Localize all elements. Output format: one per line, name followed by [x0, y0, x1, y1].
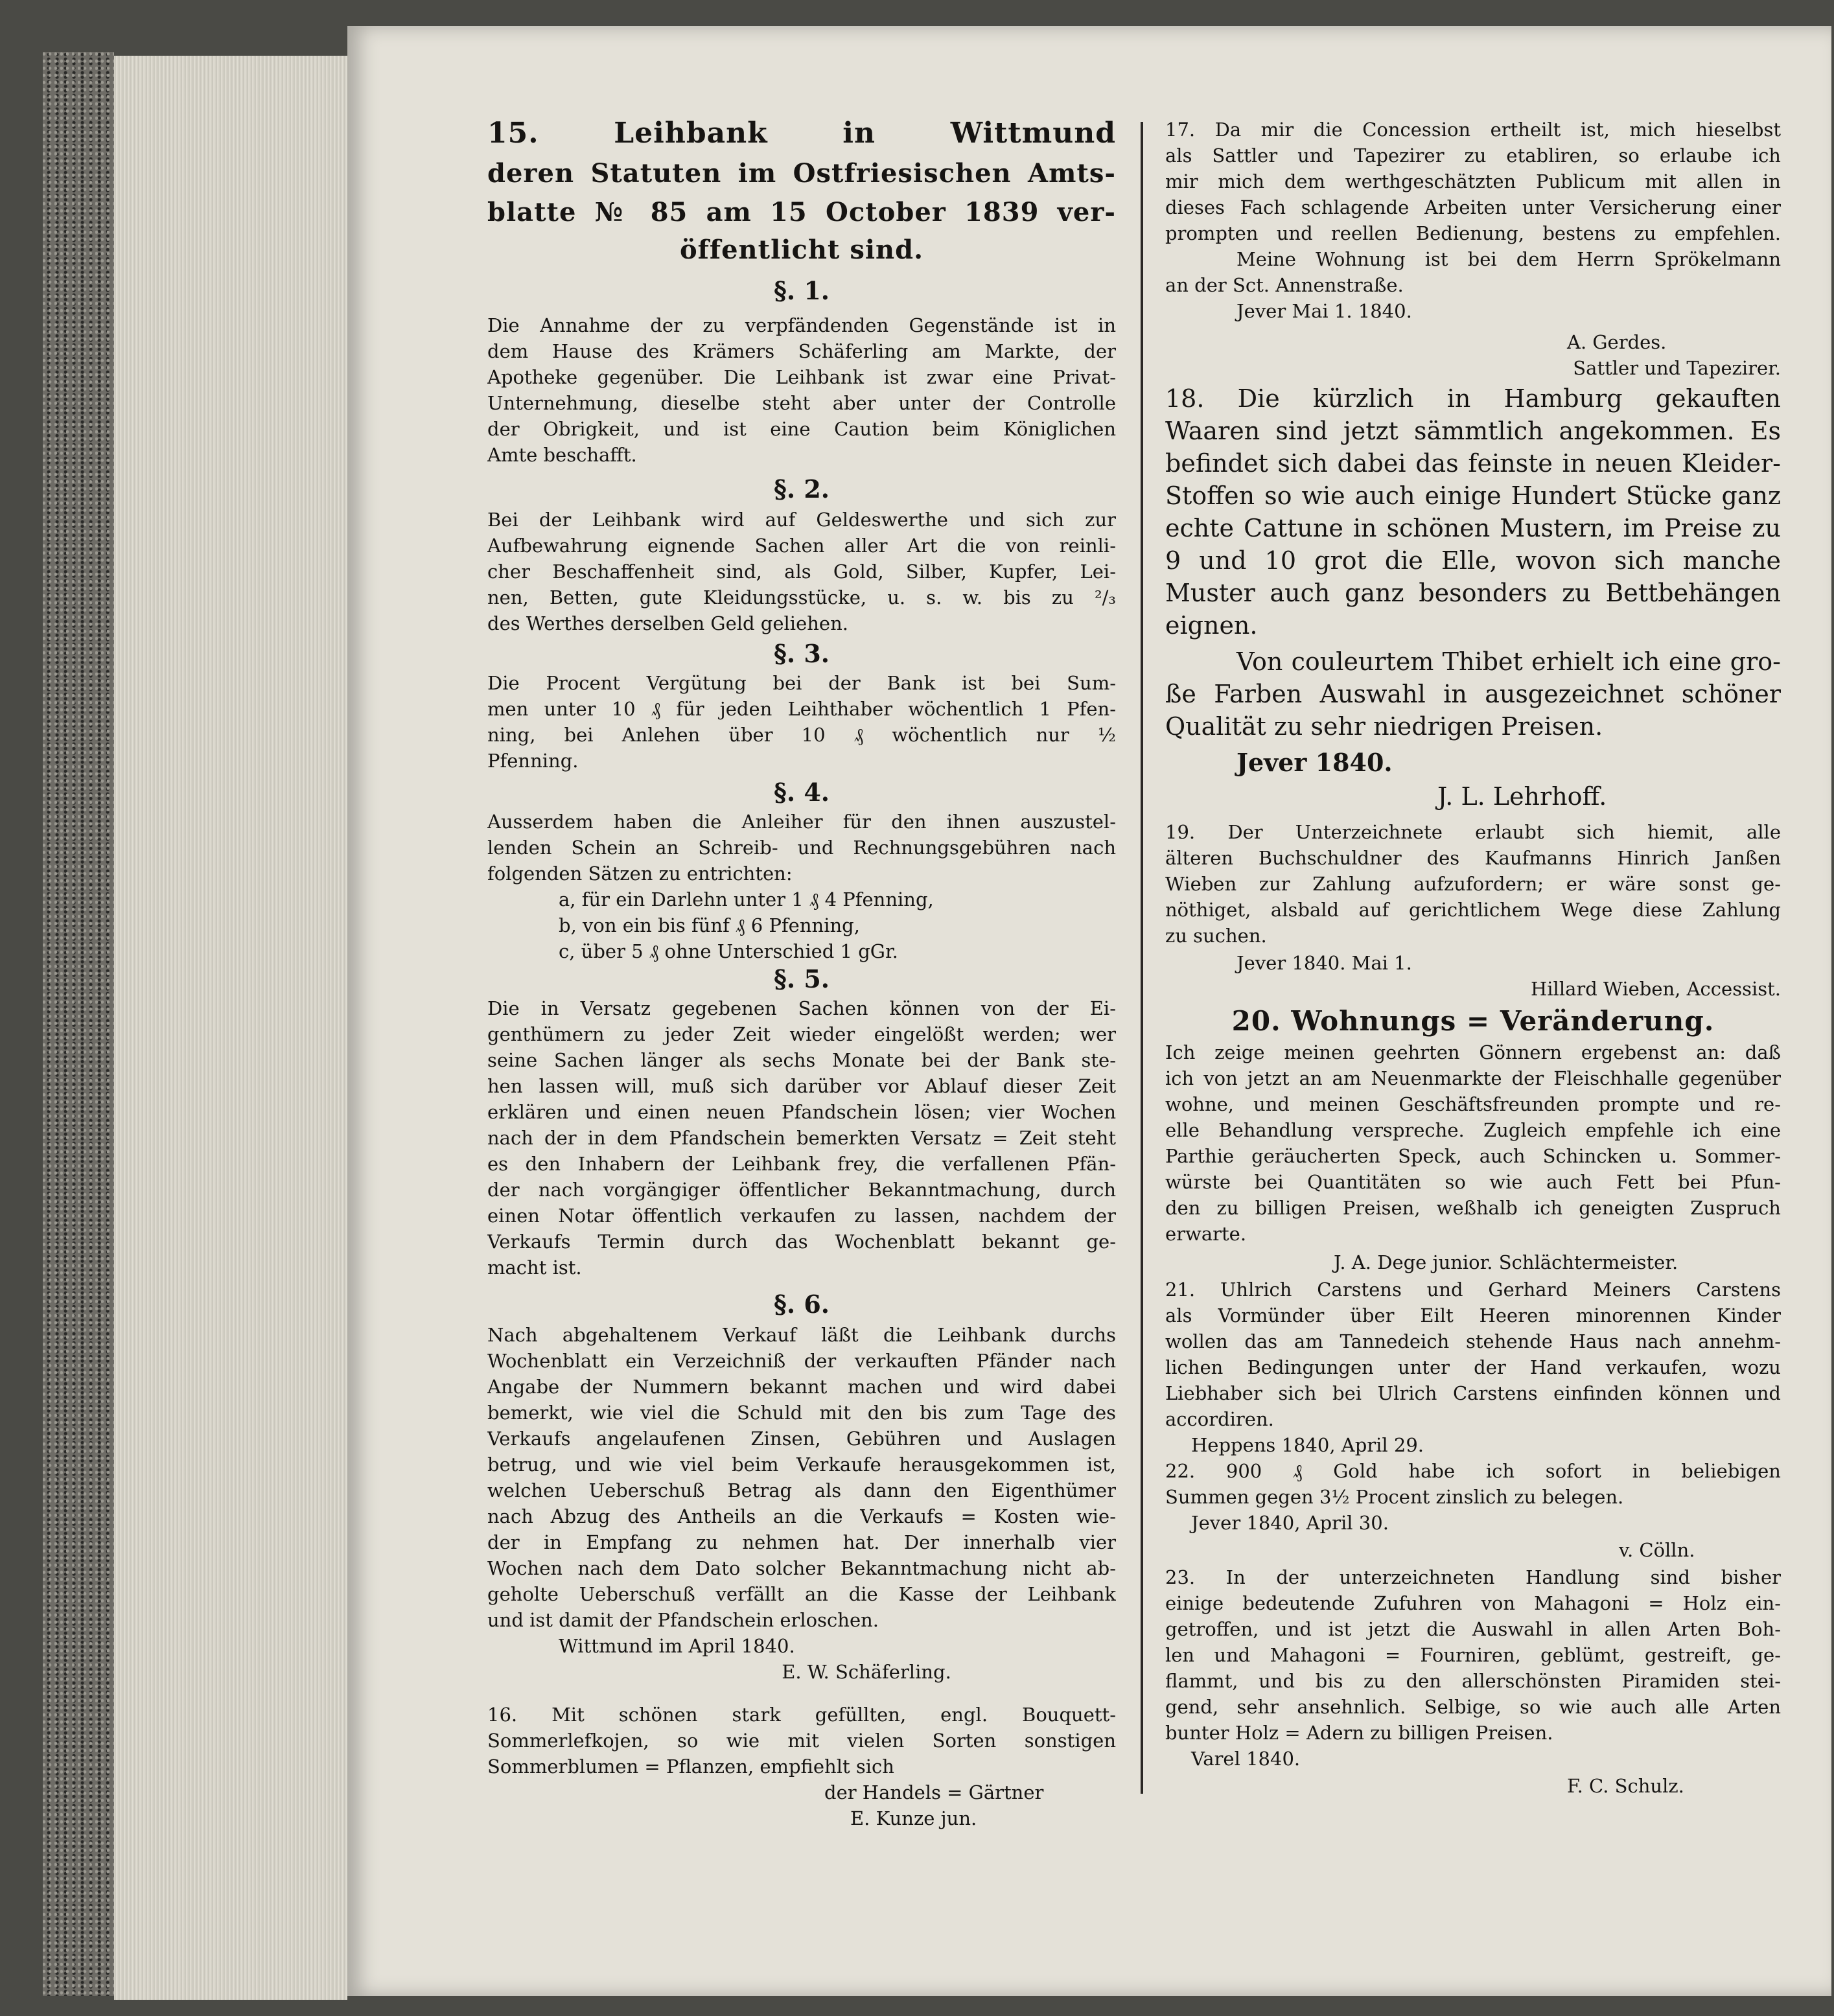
place-date: Heppens 1840, April 29.: [1191, 1434, 1424, 1456]
page-edges: [114, 56, 347, 2000]
text-line: ich von jetzt an am Neuenmarkte der Fleischhalle gegenüber: [1165, 1067, 1781, 1089]
text-line: Liebhaber sich bei Ulrich Carstens einfinden können und: [1165, 1382, 1781, 1404]
signature: F. C. Schulz.: [1567, 1775, 1684, 1797]
signature: J. L. Lehrhoff.: [1437, 782, 1607, 811]
text-line: Apotheke gegenüber. Die Leihbank ist zwar eine Privat-: [487, 366, 1116, 388]
text-line: bunter Holz = Adern zu billigen Preisen.: [1165, 1722, 1553, 1744]
marbled-cover-edge: [43, 52, 114, 1996]
place-date: Jever 1840. Mai 1.: [1236, 952, 1412, 974]
section-title: §. 3.: [773, 639, 830, 668]
text-line: Waaren sind jetzt sämmtlich angekommen. Es: [1165, 417, 1781, 445]
text-line: welchen Ueberschuß Betrag als dann den Eigenthümer: [487, 1479, 1116, 1501]
text-line: geholte Ueberschuß verfällt an die Kasse der Leihbank: [487, 1583, 1116, 1605]
text-line: gend, sehr ansehnlich. Selbige, so wie auch alle Arten: [1165, 1696, 1781, 1718]
text-line: Unternehmung, dieselbe steht aber unter der Controlle: [487, 392, 1116, 414]
text-line: einen Notar öffentlich verkaufen zu lassen, nachdem der: [487, 1205, 1116, 1227]
text-line: 19. Der Unterzeichnete erlaubt sich hiemit, alle: [1165, 821, 1781, 843]
text-line: men unter 10 ₰ für jeden Leihthaber wöchentlich 1 Pfen-: [487, 698, 1116, 720]
section-title: §. 2.: [773, 474, 830, 504]
list-item: c, über 5 ₰ ohne Unterschied 1 gGr.: [559, 940, 898, 962]
text-line: prompten und reellen Bedienung, bestens zu empfehlen.: [1165, 222, 1781, 244]
text-line: der nach vorgängiger öffentlicher Bekanntmachung, durch: [487, 1179, 1116, 1201]
text-line: würste bei Quantitäten so wie auch Fett bei Pfun-: [1165, 1171, 1781, 1193]
text-line: elle Behandlung verspreche. Zugleich empfehle ich eine: [1165, 1119, 1781, 1141]
text-line: Parthie geräucherten Speck, auch Schincken u. Sommer-: [1165, 1145, 1781, 1167]
text-line: Amte beschafft.: [487, 444, 637, 466]
text-line: nach der in dem Pfandschein bemerkten Versatz = Zeit steht: [487, 1127, 1116, 1149]
text-line: Von couleurtem Thibet erhielt ich eine gro-: [1236, 647, 1781, 676]
text-line: der Obrigkeit, und ist eine Caution beim Königlichen: [487, 418, 1116, 440]
text-line: einige bedeutende Zufuhren von Mahagoni = Holz ein-: [1165, 1592, 1781, 1614]
text-line: flammt, und bis zu den allerschönsten Piramiden stei-: [1165, 1670, 1781, 1692]
place-date: Jever 1840.: [1236, 748, 1393, 777]
text-line: ning, bei Anlehen über 10 ₰ wöchentlich nur ½: [487, 724, 1116, 746]
section-title: §. 4.: [773, 778, 830, 807]
signature: E. W. Schäferling.: [782, 1661, 951, 1683]
text-line: bemerkt, wie viel die Schuld mit den bis zum Tage des: [487, 1402, 1116, 1424]
text-line: es den Inhabern der Leihbank frey, die verfallenen Pfän-: [487, 1153, 1116, 1175]
notice-15-heading: 15. Leihbank in Wittmund: [487, 117, 1116, 150]
text-line: erwarte.: [1165, 1223, 1247, 1245]
text-line: Sommerblumen = Pflanzen, empfiehlt sich: [487, 1755, 894, 1778]
text-line: nen, Betten, gute Kleidungsstücke, u. s. w. bis zu ²/₃: [487, 586, 1116, 608]
place-date: Jever Mai 1. 1840.: [1236, 300, 1412, 322]
text-line: seine Sachen länger als sechs Monate bei der Bank ste-: [487, 1049, 1116, 1071]
text-line: Die Annahme der zu verpfändenden Gegenstände ist in: [487, 314, 1116, 336]
text-line: zu suchen.: [1165, 925, 1267, 947]
text-line: 21. Uhlrich Carstens und Gerhard Meiners Carstens: [1165, 1279, 1781, 1301]
text-line: wollen das am Tannedeich stehende Haus nach annehm-: [1165, 1330, 1781, 1352]
signature: Hillard Wieben, Accessist.: [1530, 978, 1781, 1000]
text-line: Meine Wohnung ist bei dem Herrn Sprökelmann: [1236, 248, 1781, 270]
text-line: Verkaufs angelaufenen Zinsen, Gebühren und Auslagen: [487, 1428, 1116, 1450]
text-line: 16. Mit schönen stark gefüllten, engl. Bouquett-: [487, 1704, 1116, 1726]
notice-15-heading: öffentlicht sind.: [679, 235, 924, 265]
text-line: 17. Da mir die Concession ertheilt ist, mich hieselbst: [1165, 119, 1781, 141]
text-line: getroffen, und ist jetzt die Auswahl in allen Arten Boh-: [1165, 1618, 1781, 1640]
text-line: als Sattler und Tapezirer zu etabliren, so erlaube ich: [1165, 145, 1781, 167]
text-line: nach Abzug des Antheils an die Verkaufs = Kosten wie-: [487, 1505, 1116, 1527]
text-line: genthümern zu jeder Zeit wieder eingelößt werden; wer: [487, 1023, 1116, 1045]
text-line: Sommerlefkojen, so wie mit vielen Sorten sonstigen: [487, 1730, 1116, 1752]
text-line: dieses Fach schlagende Arbeiten unter Versicherung einer: [1165, 196, 1781, 218]
signature: E. Kunze jun.: [850, 1807, 977, 1829]
text-line: Qualität zu sehr niedrigen Preisen.: [1165, 712, 1603, 741]
text-line: echte Cattune in schönen Mustern, im Preise zu: [1165, 514, 1781, 542]
text-line: ße Farben Auswahl in ausgezeichnet schöner: [1165, 680, 1781, 708]
text-line: Die in Versatz gegebenen Sachen können von der Ei-: [487, 997, 1116, 1019]
text-line: Wochenblatt ein Verzeichniß der verkauften Pfänder nach: [487, 1350, 1116, 1372]
notice-15-heading: blatte № 85 am 15 October 1839 ver-: [487, 197, 1116, 227]
text-line: Angabe der Nummern bekannt machen und wird dabei: [487, 1376, 1116, 1398]
signature: J. A. Dege junior. Schlächtermeister.: [1334, 1251, 1678, 1273]
text-line: lichen Bedingungen unter der Hand verkaufen, wozu: [1165, 1356, 1781, 1378]
signature: v. Cölln.: [1619, 1539, 1695, 1561]
text-line: wohne, und meinen Geschäftsfreunden prompte und re-: [1165, 1093, 1781, 1115]
text-line: Stoffen so wie auch einige Hundert Stücke ganz: [1165, 481, 1781, 510]
text-line: Pfenning.: [487, 750, 579, 772]
text-line: Die Procent Vergütung bei der Bank ist bei Sum-: [487, 672, 1116, 694]
text-line: Verkaufs Termin durch das Wochenblatt bekannt ge-: [487, 1231, 1116, 1253]
text-line: älteren Buchschuldner des Kaufmanns Hinrich Janßen: [1165, 847, 1781, 869]
text-line: als Vormünder über Eilt Heeren minorennen Kinder: [1165, 1304, 1781, 1327]
text-line: Wieben zur Zahlung aufzufordern; er wäre sonst ge-: [1165, 873, 1781, 895]
text-line: macht ist.: [487, 1257, 582, 1279]
text-line: cher Beschaffenheit sind, als Gold, Silber, Kupfer, Lei-: [487, 561, 1116, 583]
text-line: lenden Schein an Schreib- und Rechnungsgebühren nach: [487, 837, 1116, 859]
text-line: eignen.: [1165, 611, 1258, 640]
text-line: des Werthes derselben Geld geliehen.: [487, 612, 848, 634]
text-line: den zu billigen Preisen, weßhalb ich geneigten Zuspruch: [1165, 1197, 1781, 1219]
text-line: Summen gegen 3½ Procent zinslich zu belegen.: [1165, 1486, 1624, 1508]
text-line: Wochen nach dem Dato solcher Bekanntmachung nicht ab-: [487, 1557, 1116, 1579]
place-date: Jever 1840, April 30.: [1191, 1512, 1389, 1534]
text-line: erklären und einen neuen Pfandschein lösen; vier Wochen: [487, 1101, 1116, 1123]
text-line: befindet sich dabei das feinste in neuen Kleider-: [1165, 449, 1781, 478]
text-line: der in Empfang zu nehmen hat. Der innerhalb vier: [487, 1531, 1116, 1553]
text-line: 18. Die kürzlich in Hamburg gekauften: [1165, 384, 1781, 413]
text-line: mir mich dem werthgeschätzten Publicum mit allen in: [1165, 170, 1781, 192]
column-divider: [1141, 122, 1143, 1794]
text-line: Muster auch ganz besonders zu Bettbehängen: [1165, 579, 1781, 607]
text-line: betrug, und wie viel beim Verkaufe herausgekommen ist,: [487, 1454, 1116, 1476]
place-date: Varel 1840.: [1191, 1748, 1301, 1770]
text-line: und ist damit der Pfandschein erloschen.: [487, 1609, 879, 1631]
text-line: Ausserdem haben die Anleiher für den ihnen auszustel-: [487, 811, 1116, 833]
text-line: Ich zeige meinen geehrten Gönnern ergebenst an: daß: [1165, 1041, 1781, 1063]
list-item: b, von ein bis fünf ₰ 6 Pfenning,: [559, 914, 860, 936]
text-line: nöthiget, alsbald auf gerichtlichem Wege diese Zahlung: [1165, 899, 1781, 921]
section-title: §. 1.: [773, 276, 830, 305]
text-line: len und Mahagoni = Fourniren, geblümt, gestreift, ge-: [1165, 1644, 1781, 1666]
text-line: an der Sct. Annenstraße.: [1165, 274, 1404, 296]
list-item: a, für ein Darlehn unter 1 ₰ 4 Pfenning,: [559, 888, 934, 910]
notice-20-heading: 20. Wohnungs = Veränderung.: [1231, 1005, 1715, 1037]
text-line: Aufbewahrung eignende Sachen aller Art die von reinli-: [487, 535, 1116, 557]
signature: der Handels = Gärtner: [824, 1781, 1044, 1803]
text-line: Nach abgehaltenem Verkauf läßt die Leihbank durchs: [487, 1324, 1116, 1346]
text-line: 9 und 10 grot die Elle, wovon sich manche: [1165, 546, 1781, 575]
signature: A. Gerdes.: [1567, 331, 1667, 353]
place-date: Wittmund im April 1840.: [559, 1635, 795, 1657]
section-title: §. 5.: [773, 964, 830, 993]
text-line: 23. In der unterzeichneten Handlung sind bisher: [1165, 1566, 1781, 1588]
signature: Sattler und Tapezirer.: [1573, 357, 1781, 379]
section-title: §. 6.: [773, 1290, 830, 1319]
text-line: accordiren.: [1165, 1408, 1274, 1430]
text-line: folgenden Sätzen zu entrichten:: [487, 863, 793, 885]
text-line: Bei der Leihbank wird auf Geldeswerthe und sich zur: [487, 509, 1116, 531]
text-line: dem Hause des Krämers Schäferling am Markte, der: [487, 340, 1116, 362]
text-line: 22. 900 ₰ Gold habe ich sofort in beliebigen: [1165, 1460, 1781, 1482]
text-line: hen lassen will, muß sich darüber vor Ablauf dieser Zeit: [487, 1075, 1116, 1097]
notice-15-heading: deren Statuten im Ostfriesischen Amts-: [487, 158, 1116, 189]
